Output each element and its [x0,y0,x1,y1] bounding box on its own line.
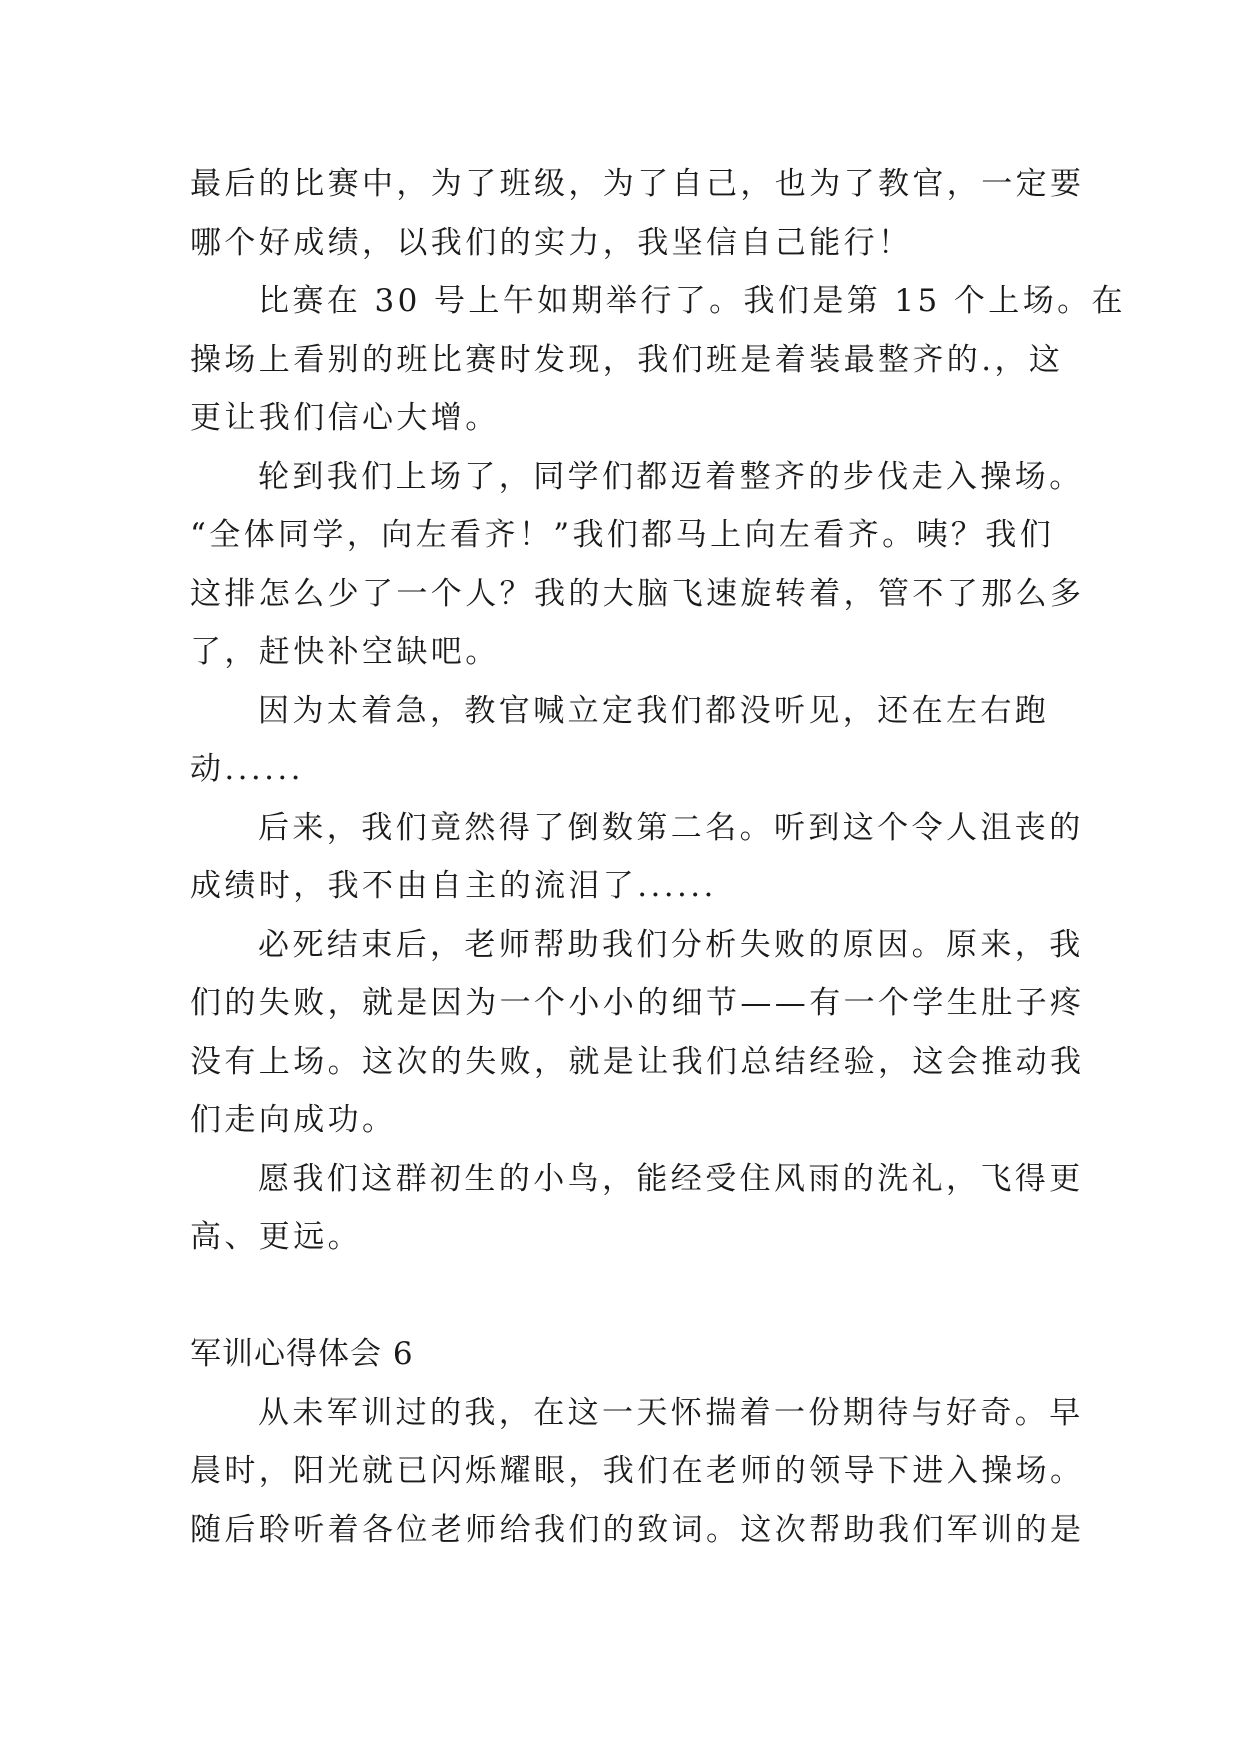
paragraph-line: 们走向成功。 [190,1102,397,1138]
paragraph-line: 轮到我们上场了，同学们都迈着整齐的步伐走入操场。 [258,458,1084,495]
paragraph-line: 了，赶快补空缺吧。 [190,634,500,670]
paragraph-line: 哪个好成绩，以我们的实力，我坚信自己能行！ [190,224,913,261]
paragraph-line: 成绩时，我不由自主的流泪了...... [190,868,717,904]
paragraph-line: 因为太着急，教官喊立定我们都没听见，还在左右跑 [258,692,1050,729]
paragraph-line: 必死结束后，老师帮助我们分析失败的原因。原来，我 [258,926,1084,963]
paragraph-line: 晨时，阳光就已闪烁耀眼，我们在老师的领导下进入操场。 [190,1453,1085,1489]
paragraph-line: 们的失败，就是因为一个小小的细节——有一个学生肚子疼 [190,985,1085,1021]
paragraph-line: 最后的比赛中，为了班级，为了自己，也为了教官，一定要 [190,166,1085,202]
paragraph-line: “全体同学，向左看齐！”我们都马上向左看齐。咦？我们 [190,517,1055,553]
section-heading: 军训心得体会 6 [190,1336,414,1372]
paragraph-line: 从未军训过的我，在这一天怀揣着一份期待与好奇。早 [258,1394,1084,1431]
paragraph-line: 这排怎么少了一个人？我的大脑飞速旋转着，管不了那么多 [190,575,1085,612]
paragraph-line: 操场上看别的班比赛时发现，我们班是着装最整齐的.，这 [190,341,1064,378]
paragraph-line: 没有上场。这次的失败，就是让我们总结经验，这会推动我 [190,1043,1085,1080]
paragraph-line: 更让我们信心大增。 [190,400,500,436]
paragraph-line: 随后聆听着各位老师给我们的致词。这次帮助我们军训的是 [190,1511,1085,1548]
paragraph-line: 动...... [190,751,304,787]
paragraph-line: 愿我们这群初生的小鸟，能经受住风雨的洗礼，飞得更 [258,1160,1084,1197]
paragraph-line: 比赛在 30 号上午如期举行了。我们是第 15 个上场。在 [258,283,1126,319]
paragraph-line: 后来，我们竟然得了倒数第二名。听到这个令人沮丧的 [258,809,1084,846]
document-body [190,155,1126,1559]
paragraph-line: 高、更远。 [190,1219,362,1255]
